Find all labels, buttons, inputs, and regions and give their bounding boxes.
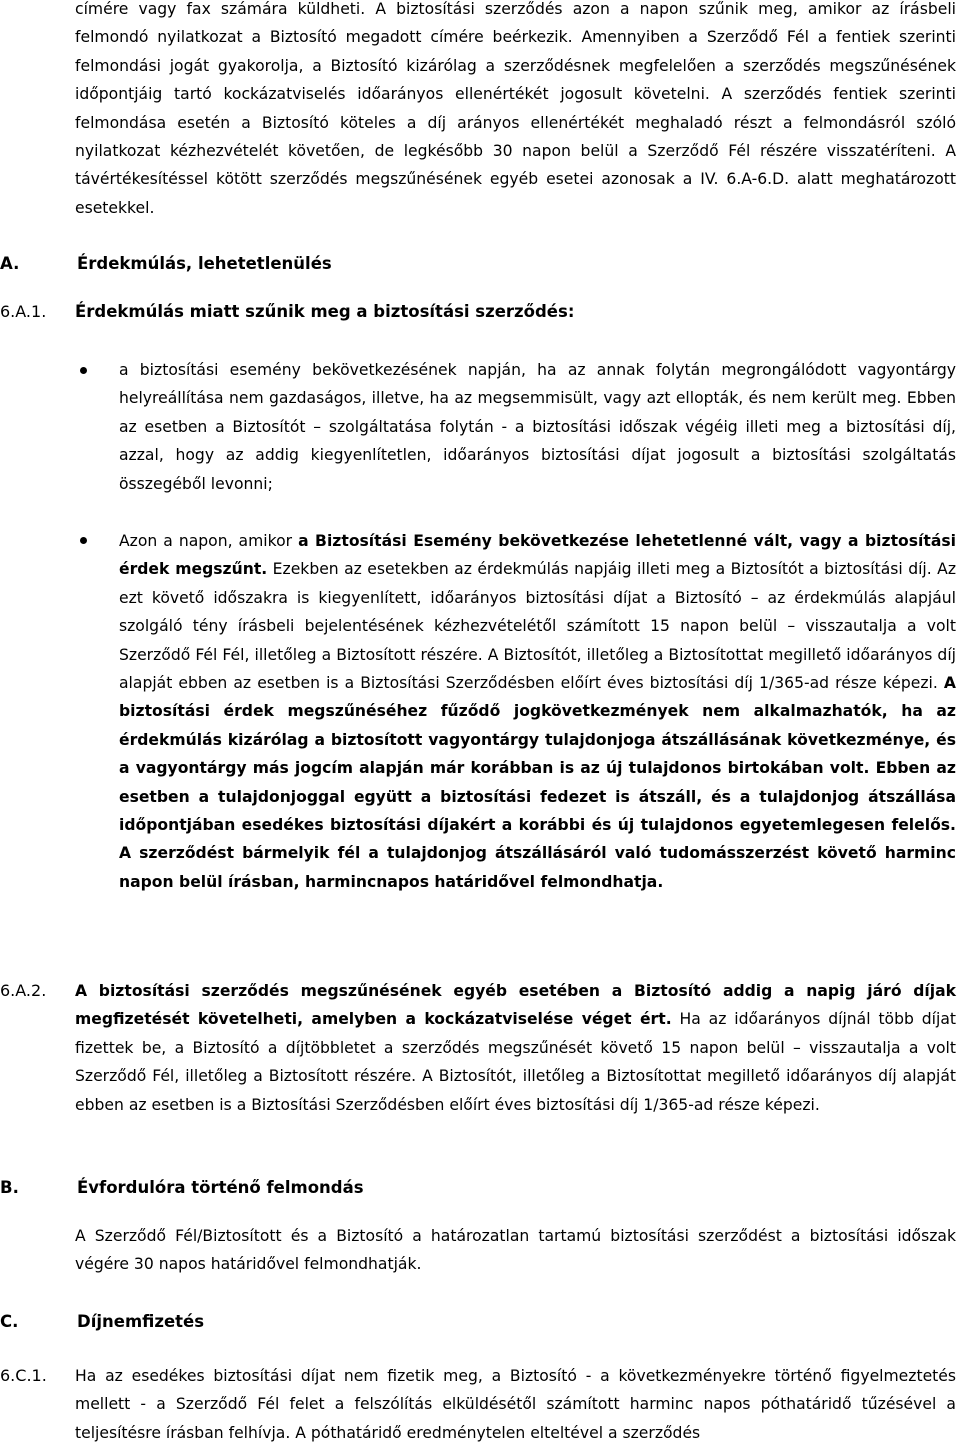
bullet-1-text: a biztosítási esemény bekövetkezésének napján, ha az annak folytán megrongálódott vagyontárgy helyreállítása nem gazdaságos, illetve, ha az megsemmisült, vagy azt ellopták, és nem került meg. Ebben az esetben a Biztosítót – szolgáltatása folytán - a biztosítási időszak végéig illeti meg a biztosítási díj, azzal, hogy az addig kiegyenlítetlen, időarányos biztosítási díjat jogosult a biztosítási szolgáltatás összegéből levonni;	[119, 361, 956, 493]
section-b-title: Évfordulóra történő felmondás	[77, 1178, 364, 1197]
section-b-text: A Szerződő Fél/Biztosított és a Biztosító a határozatlan tartamú biztosítási szerződést a biztosítási időszak végére 30 napos határidővel felmondhatják.	[75, 1227, 956, 1274]
section-b-letter: B.	[0, 1178, 19, 1197]
sub-6a2-text: A biztosítási szerződés megszűnésének egyéb esetében a Biztosító addig a napig járó díjak megfizetését követelheti, amelyben a kockázatviselése véget ért. Ha az időarányos díjnál több díjat fizettek be, a Biztosító a díjtöbbletet a szerződés megszűnését követő 15 napon belül – visszautalja a volt Szerződő Fél, illetőleg a Biztosított részére. A Biztosítót, illetőleg a Biztosítottat megillető időarányos díj alapját ebben az esetben is a Biztosítási Szerződésben előírt éves biztosítási díj 1/365-ad része képezi.	[75, 982, 957, 1114]
section-c-letter: C.	[0, 1312, 19, 1331]
sub-6c1-text: Ha az esedékes biztosítási díjat nem fizetik meg, a Biztosító - a következményekre történő figyelmeztetés mellett - a Szerződő Fél felet a felszólítás elküldésétől számított harminc napos póthatáridő tűzésével a teljesítésre írásban felhívja. A póthatáridő eredménytelen elteltével a szerződés	[75, 1367, 956, 1442]
sub-6c1-number: 6.C.1.	[0, 1366, 47, 1385]
section-a-title: Érdekmúlás, lehetetlenülés	[77, 254, 332, 273]
intro-paragraph: címére vagy fax számára küldheti. A biztosítási szerződés azon a napon szűnik meg, amikor az írásbeli felmondó nyilatkozat a Biztosító megadott címére beérkezik. Amennyiben a Szerződő Fél a fentiek szerinti felmondási jogát gyakorolja, a Biztosító kizárólag a szerződésnek megfelelően a szerződés megszűnésének időpontjáig tartó kockázatviselés időarányos ellenértékét jogosult követelni. A szerződés fentiek szerinti felmondása esetén a Biztosító köteles a díj arányos ellenértékét meghaladó részt a felmondásról szóló nyilatkozat kézhezvételét követően, de legkésőbb 30 napon belül a Szerződő Fél részére visszatéríteni. A távértékesítéssel kötött szerződés megszűnésének egyéb esetei azonosak a IV. 6.A-6.D. alatt meghatározott esetekkel.	[75, 0, 956, 217]
bullet-dot	[80, 367, 87, 374]
sub-6a2-number: 6.A.2.	[0, 981, 47, 1000]
section-a-letter: A.	[0, 254, 20, 273]
bullet-dot	[80, 537, 87, 544]
sub-6a1-number: 6.A.1.	[0, 302, 47, 321]
bullet-2-text: Azon a napon, amikor a Biztosítási Esemény bekövetkezése lehetetlenné vált, vagy a biztosítási érdek megszűnt. Ezekben az esetekben az érdekmúlás napjáig illeti meg a Biztosítót a biztosítási díj. Az ezt követő időszakra is kiegyenlített, időarányos biztosítási díjat a Biztosító – az érdekmúlás alapjául szolgáló tény írásbeli bejelentésének kézhezvételétől számított 15 napon belül – visszautalja a volt Szerződő Fél Fél, illetőleg a Biztosított részére. A Biztosítót, illetőleg a Biztosítottat megillető időarányos díj alapját ebben az esetben is a Biztosítási Szerződésben előírt éves biztosítási díj 1/365-ad része képezi. A biztosítási érdek megszűnéséhez fűződő jogkövetkezmények nem alkalmazhatók, ha az érdekmúlás kizárólag a biztosított vagyontárgy tulajdonjoga átszállásának következménye, és a vagyontárgy más jogcím alapján már korábban is az új tulajdonos birtokában volt. Ebben az esetben a tulajdonjoggal együtt a biztosítási fedezet is átszáll, és a tulajdonjog átszállása időpontjában esedékes biztosítási díjakért a korábbi és új tulajdonos egyetemlegesen felelős. A szerződést bármelyik fél a tulajdonjog átszállásáról való tudomásszerzést követő harminc napon belül írásban, harmincnapos határidővel felmondhatja.	[119, 532, 957, 891]
sub-6a1-title: Érdekmúlás miatt szűnik meg a biztosítási szerződés:	[75, 302, 575, 321]
section-c-title: Díjnemfizetés	[77, 1312, 205, 1331]
